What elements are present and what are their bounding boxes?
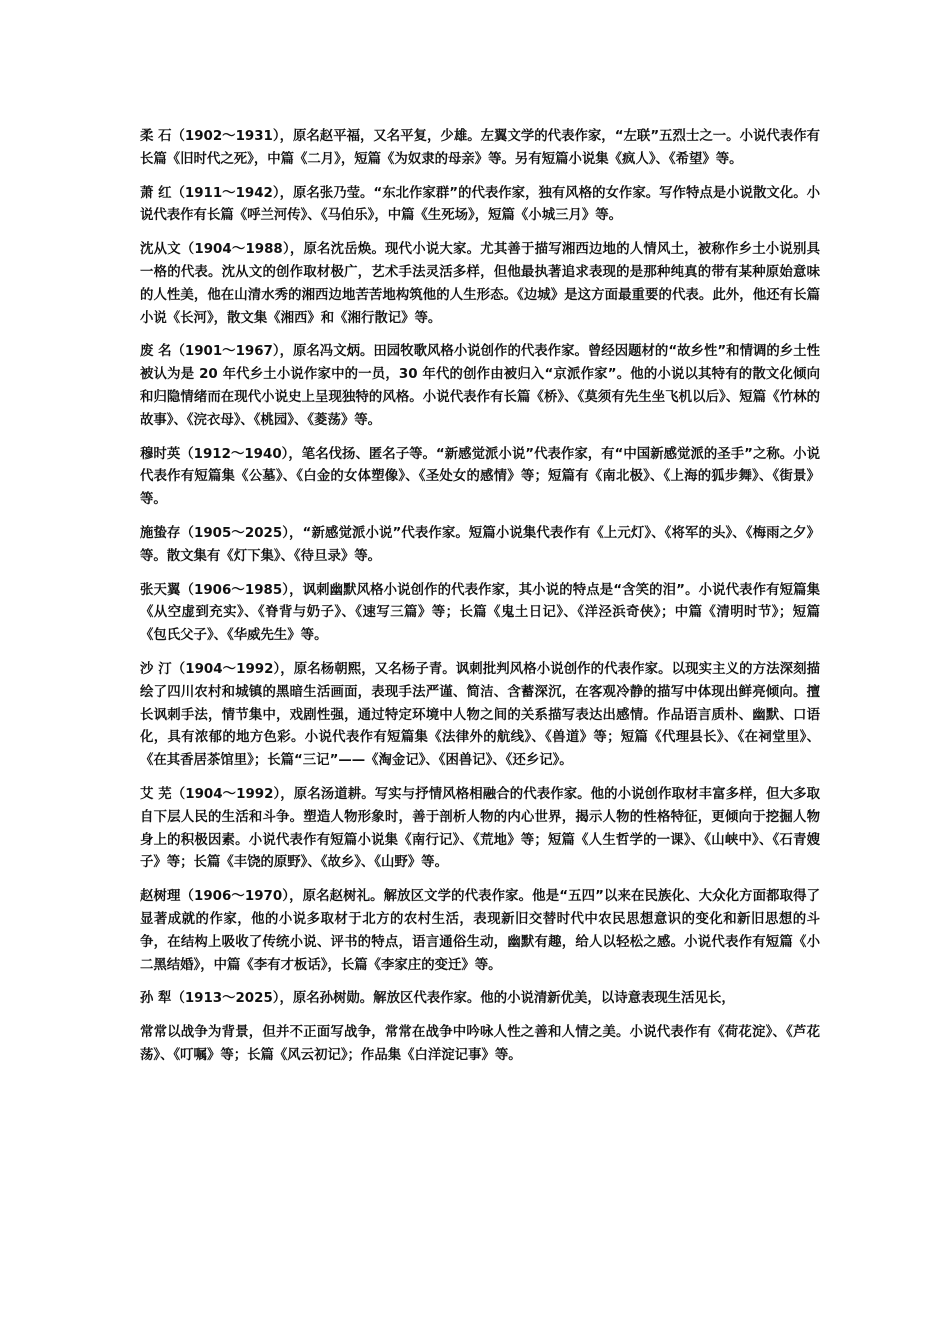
entry-sun-li: 孙 犁（1913～2025），原名孙树勋。解放区代表作家。他的小说清新优美，以诗意表现生活见长，	[140, 991, 735, 1007]
entry-fei-ming: 废 名（1901～1967），原名冯文炳。田园牧歌风格小说创作的代表作家。曾经因题材的“故乡性”和情调的乡土性被认为是 20 年代乡土小说作家中的一员，30 年代的创作由被归入“京派作家”。他的小说以其特有的散文化倾向和归隐情绪而在现代小说史上呈现独特的风格。小说代表作有长篇《桥》、《莫须有先生坐飞机以后》、短篇《竹林的故事》、《浣衣母》、《桃园》、《菱荡》等。	[140, 344, 820, 428]
entry-sun-li-continued: 常常以战争为背景，但并不正面写战争，常常在战争中吟咏人性之善和人情之美。小说代表作有《荷花淀》、《芦花荡》、《叮嘱》等；长篇《风云初记》；作品集《白洋淀记事》等。	[140, 1025, 820, 1063]
entry-rou-shi: 柔 石（1902～1931），原名赵平福，又名平复，少雄。左翼文学的代表作家，“左联”五烈士之一。小说代表作有长篇《旧时代之死》，中篇《二月》，短篇《为奴隶的母亲》等。另有短篇小说集《疯人》、《希望》等。	[140, 129, 820, 167]
entry-mu-shiying: 穆时英（1912～1940），笔名伐扬、匿名子等。“新感觉派小说”代表作家，有“中国新感觉派的圣手”之称。小说代表作有短篇集《公墓》、《白金的女体塑像》、《圣处女的感情》等；短篇有《南北极》、《上海的狐步舞》、《街景》等。	[140, 446, 820, 508]
entry-ai-wu: 艾 芜（1904～1992），原名汤道耕。写实与抒情风格相融合的代表作家。他的小说创作取材丰富多样，但大多取自下层人民的生活和斗争。塑造人物形象时，善于剖析人物的内心世界，揭示人物的性格特征，更倾向于挖掘人物身上的积极因素。小说代表作有短篇小说集《南行记》、《荒地》等；短篇《人生哲学的一课》、《山峡中》、《石青嫂子》等；长篇《丰饶的原野》、《故乡》、《山野》等。	[140, 786, 820, 871]
entry-zhang-tianyi: 张天翼（1906～1985），讽刺幽默风格小说创作的代表作家，其小说的特点是“含笑的泪”。小说代表作有短篇集《从空虚到充实》、《脊背与奶子》、《速写三篇》等；长篇《鬼土日记》、《洋泾浜奇侠》；中篇《清明时节》；短篇《包氏父子》、《华威先生》等。	[140, 582, 820, 644]
entry-zhao-shuli: 赵树理（1906～1970），原名赵树礼。解放区文学的代表作家。他是“五四”以来在民族化、大众化方面都取得了显著成就的作家，他的小说多取材于北方的农村生活，表现新旧交替时代中农民思想意识的变化和新旧思想的斗争，在结构上吸收了传统小说、评书的特点，语言通俗生动，幽默有趣，给人以轻松之感。小说代表作有短篇《小二黑结婚》，中篇《李有才板话》，长篇《李家庄的变迁》等。	[140, 889, 820, 973]
entry-xiao-hong: 萧 红（1911～1942），原名张乃莹。“东北作家群”的代表作家，独有风格的女作家。写作特点是小说散文化。小说代表作有长篇《呼兰河传》、《马伯乐》，中篇《生死场》，短篇《小城三月》等。	[140, 185, 820, 224]
document-body	[140, 126, 820, 1079]
entry-sha-ting: 沙 汀（1904～1992），原名杨朝熙，又名杨子青。讽刺批判风格小说创作的代表作家。以现实主义的方法深刻描绘了四川农村和城镇的黑暗生活画面，表现手法严谨、简洁、含蓄深沉，在客观冷静的描写中体现出鲜亮倾向。擅长讽刺手法，情节集中，戏剧性强，通过特定环境中人物之间的关系描写表达出感情。作品语言质朴、幽默、口语化，具有浓郁的地方色彩。小说代表作有短篇集《法律外的航线》、《兽道》等；短篇《代理县长》、《在祠堂里》、《在其香居茶馆里》；长篇“三记”——《淘金记》、《困兽记》、《还乡记》。	[140, 661, 820, 769]
entry-shen-congwen: 沈从文（1904～1988），原名沈岳焕。现代小说大家。尤其善于描写湘西边地的人情风土，被称作乡土小说别具一格的代表。沈从文的创作取材极广，艺术手法灵活多样，但他最执著追求表现的是那种纯真的带有某种原始意味的人性美，他在山清水秀的湘西边地苦苦地构筑他的人生形态。《边城》是这方面最重要的代表。此外，他还有长篇小说《长河》，散文集《湘西》和《湘行散记》等。	[140, 242, 820, 326]
entry-shi-zhecun: 施蛰存（1905～2025），“新感觉派小说”代表作家。短篇小说集代表作有《上元灯》、《将军的头》、《梅雨之夕》等。散文集有《灯下集》、《待旦录》等。	[140, 525, 820, 564]
